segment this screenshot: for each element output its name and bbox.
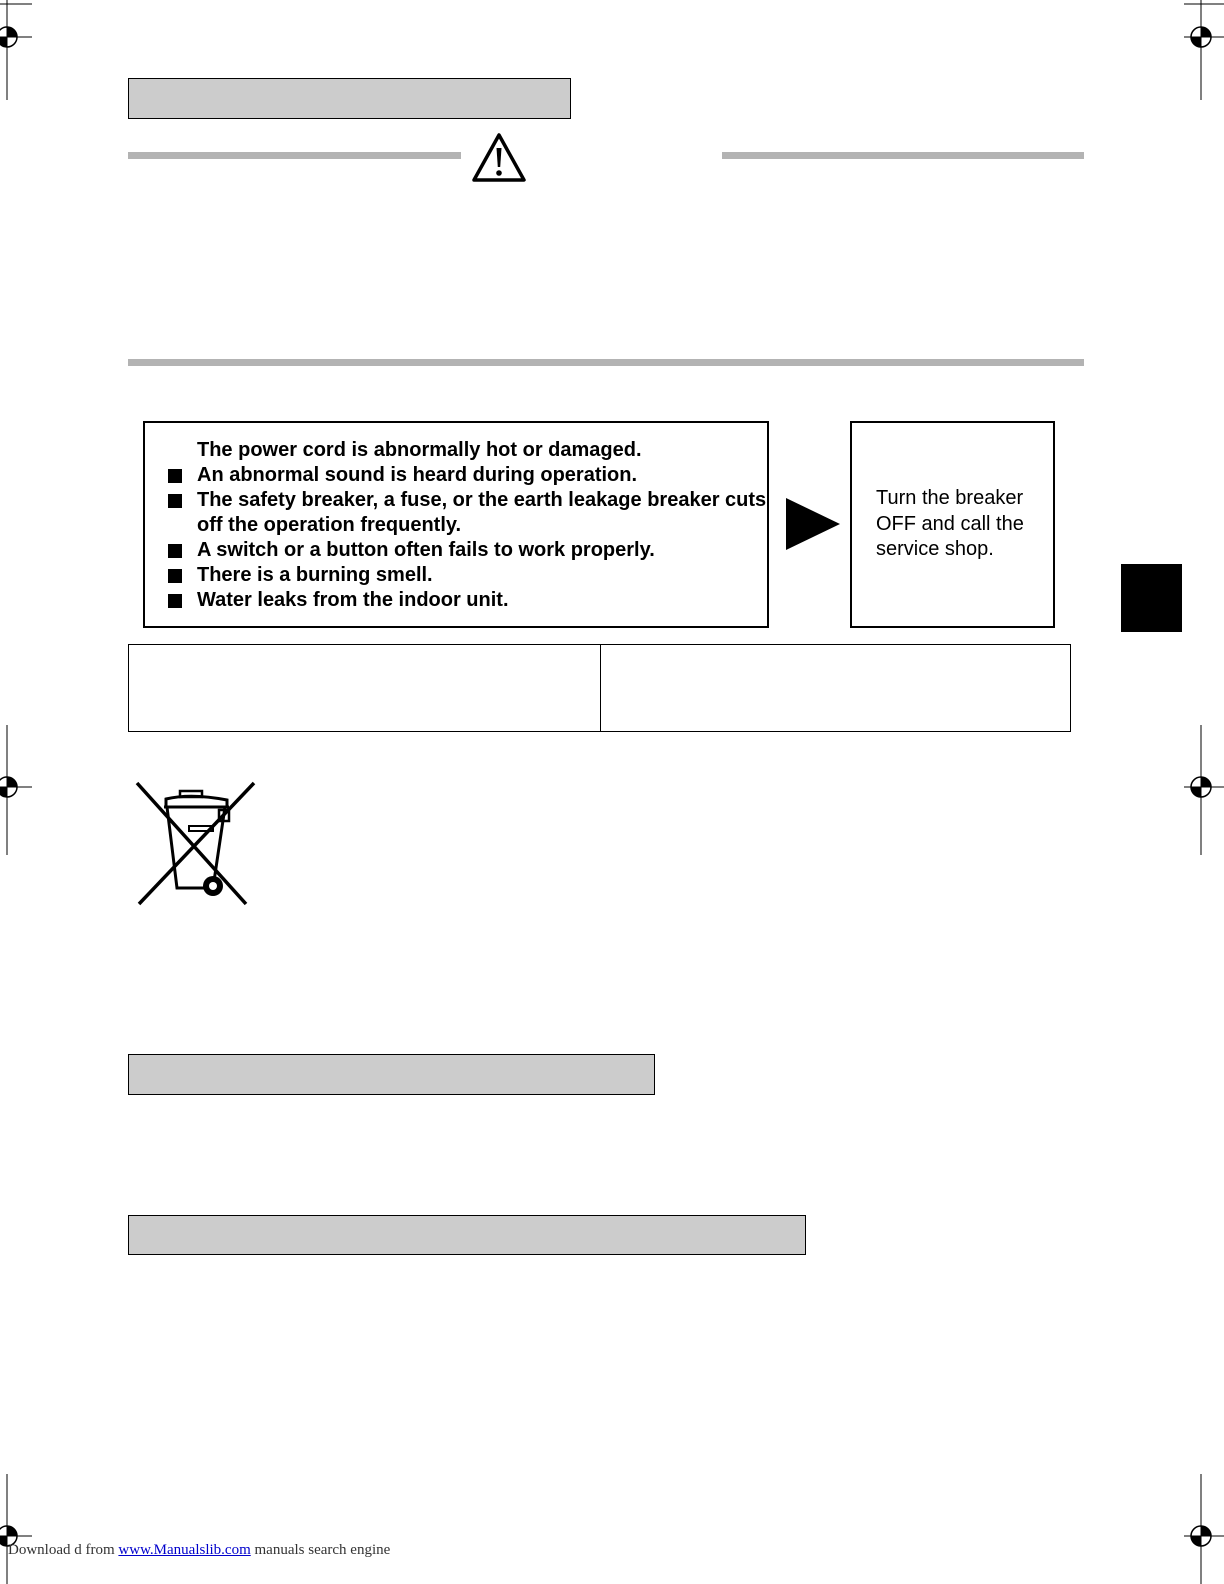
right-arrow-icon (784, 496, 842, 552)
crossed-out-wheelie-bin-icon (133, 780, 258, 908)
bullet-square-icon (168, 544, 182, 558)
conditions-box (143, 421, 769, 628)
condition-item (145, 588, 767, 613)
action-box (850, 421, 1055, 628)
section-header-bar-3 (128, 1215, 806, 1255)
footer-prefix: Download d from (8, 1542, 119, 1558)
table-divider (600, 645, 601, 731)
condition-text: There is a burning smell. (197, 564, 433, 586)
manualslib-link[interactable]: www.Manualslib.com (118, 1542, 251, 1558)
registration-mark-mid-left (0, 725, 40, 855)
bullet-square-icon (168, 594, 182, 608)
registration-mark-bottom-left (0, 1474, 40, 1584)
conditions-list (145, 438, 767, 613)
footer-suffix: manuals search engine (250, 1542, 391, 1558)
bullet-square-icon (168, 494, 182, 508)
condition-item (145, 538, 767, 563)
registration-mark-bottom-right (1184, 1474, 1224, 1584)
info-table (128, 644, 1071, 732)
condition-text: An abnormal sound is heard during operation. (197, 464, 638, 486)
condition-text: Water leaks from the indoor unit. (197, 589, 509, 611)
condition-item (145, 438, 767, 463)
section-header-bar-1 (128, 78, 571, 119)
registration-mark-top-left (0, 0, 40, 100)
registration-mark-top-right (1184, 0, 1224, 100)
registration-mark-mid-right (1184, 725, 1224, 855)
condition-item (145, 463, 767, 488)
warning-rule-right (722, 152, 1084, 159)
chapter-tab (1121, 564, 1182, 632)
condition-item (145, 488, 767, 538)
download-footer (8, 1542, 390, 1559)
warning-triangle-icon (471, 132, 527, 184)
condition-item (145, 563, 767, 588)
bullet-square-icon (168, 569, 182, 583)
condition-text: A switch or a button often fails to work properly. (197, 539, 655, 561)
warning-rule-left (128, 152, 461, 159)
bullet-square-icon (168, 469, 182, 483)
condition-text: The safety breaker, a fuse, or the earth leakage breaker cuts off the operation frequently. (197, 489, 767, 536)
action-text: Turn the breaker OFF and call the service shop. (876, 487, 1024, 561)
warning-rule-bottom (128, 359, 1084, 366)
section-header-bar-2 (128, 1054, 655, 1095)
condition-text: The power cord is abnormally hot or damaged. (197, 439, 642, 461)
